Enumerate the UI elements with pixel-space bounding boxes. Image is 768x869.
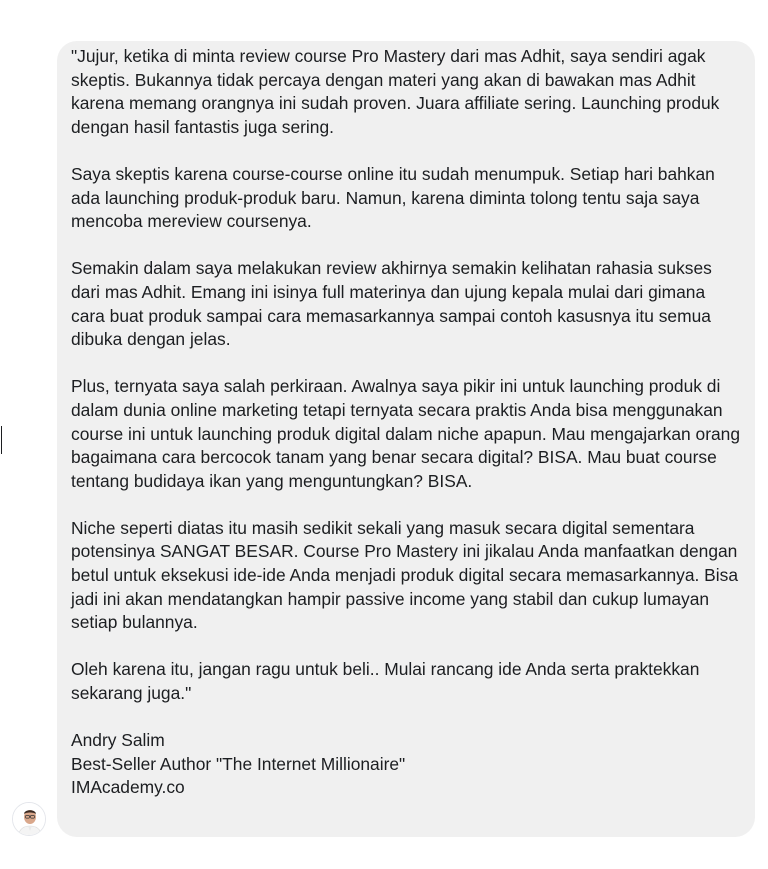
signature-name: Andry Salim — [71, 730, 165, 751]
signature-site: IMAcademy.co — [71, 777, 185, 798]
text-caret — [1, 426, 2, 454]
signature-role: Best-Seller Author "The Internet Millionaire" — [71, 753, 406, 774]
message-signature — [71, 729, 741, 800]
message-bubble — [57, 41, 755, 837]
message-paragraph: Semakin dalam saya melakukan review akhirnya semakin kelihatan rahasia sukses dari mas Adhit. Emang ini isinya full materinya dan ujung kepala mulai dari gimana cara buat produk sampai cara memasarkannya sampai contoh kasusnya itu semua dibuka dengan jelas. — [71, 258, 712, 350]
avatar-photo-icon — [13, 803, 46, 836]
message-paragraph: "Jujur, ketika di minta review course Pro Mastery dari mas Adhit, saya sendiri agak skeptis. Bukannya tidak percaya dengan materi yang akan di bawakan mas Adhit karena memang orangnya ini sudah proven. Juara affiliate sering. Launching produk dengan hasil fantastis juga sering. — [71, 46, 720, 137]
message-paragraph: Saya skeptis karena course-course online itu sudah menumpuk. Setiap hari bahkan ada launching produk-produk baru. Namun, karena diminta tolong tentu saja saya mencoba mereview coursenya. — [71, 163, 715, 232]
message-paragraph: Niche seperti diatas itu masih sedikit sekali yang masuk secara digital sementara potensinya SANGAT BESAR. Course Pro Mastery ini jikalau Anda manfaatkan dengan betul untuk eksekusi ide-ide Anda menjadi produk digital secara memasarkannya. Bisa jadi ini akan mendatangkan hampir passive income yang stabil dan cukup lumayan setiap bulannya. — [71, 517, 739, 633]
message-paragraph: Oleh karena itu, jangan ragu untuk beli.. Mulai rancang ide Anda serta praktekkan sekarang juga." — [71, 659, 700, 704]
sender-avatar[interactable] — [12, 802, 46, 836]
message-paragraph: Plus, ternyata saya salah perkiraan. Awalnya saya pikir ini untuk launching produk di dalam dunia online marketing tetapi ternyata secara praktis Anda bisa menggunakan course ini untuk launching produk digital dalam niche apapun. Mau mengajarkan orang bagaimana cara bercocok tanam yang benar secara digital? BISA. Mau buat course tentang budidaya ikan yang menguntungkan? BISA. — [71, 376, 741, 491]
